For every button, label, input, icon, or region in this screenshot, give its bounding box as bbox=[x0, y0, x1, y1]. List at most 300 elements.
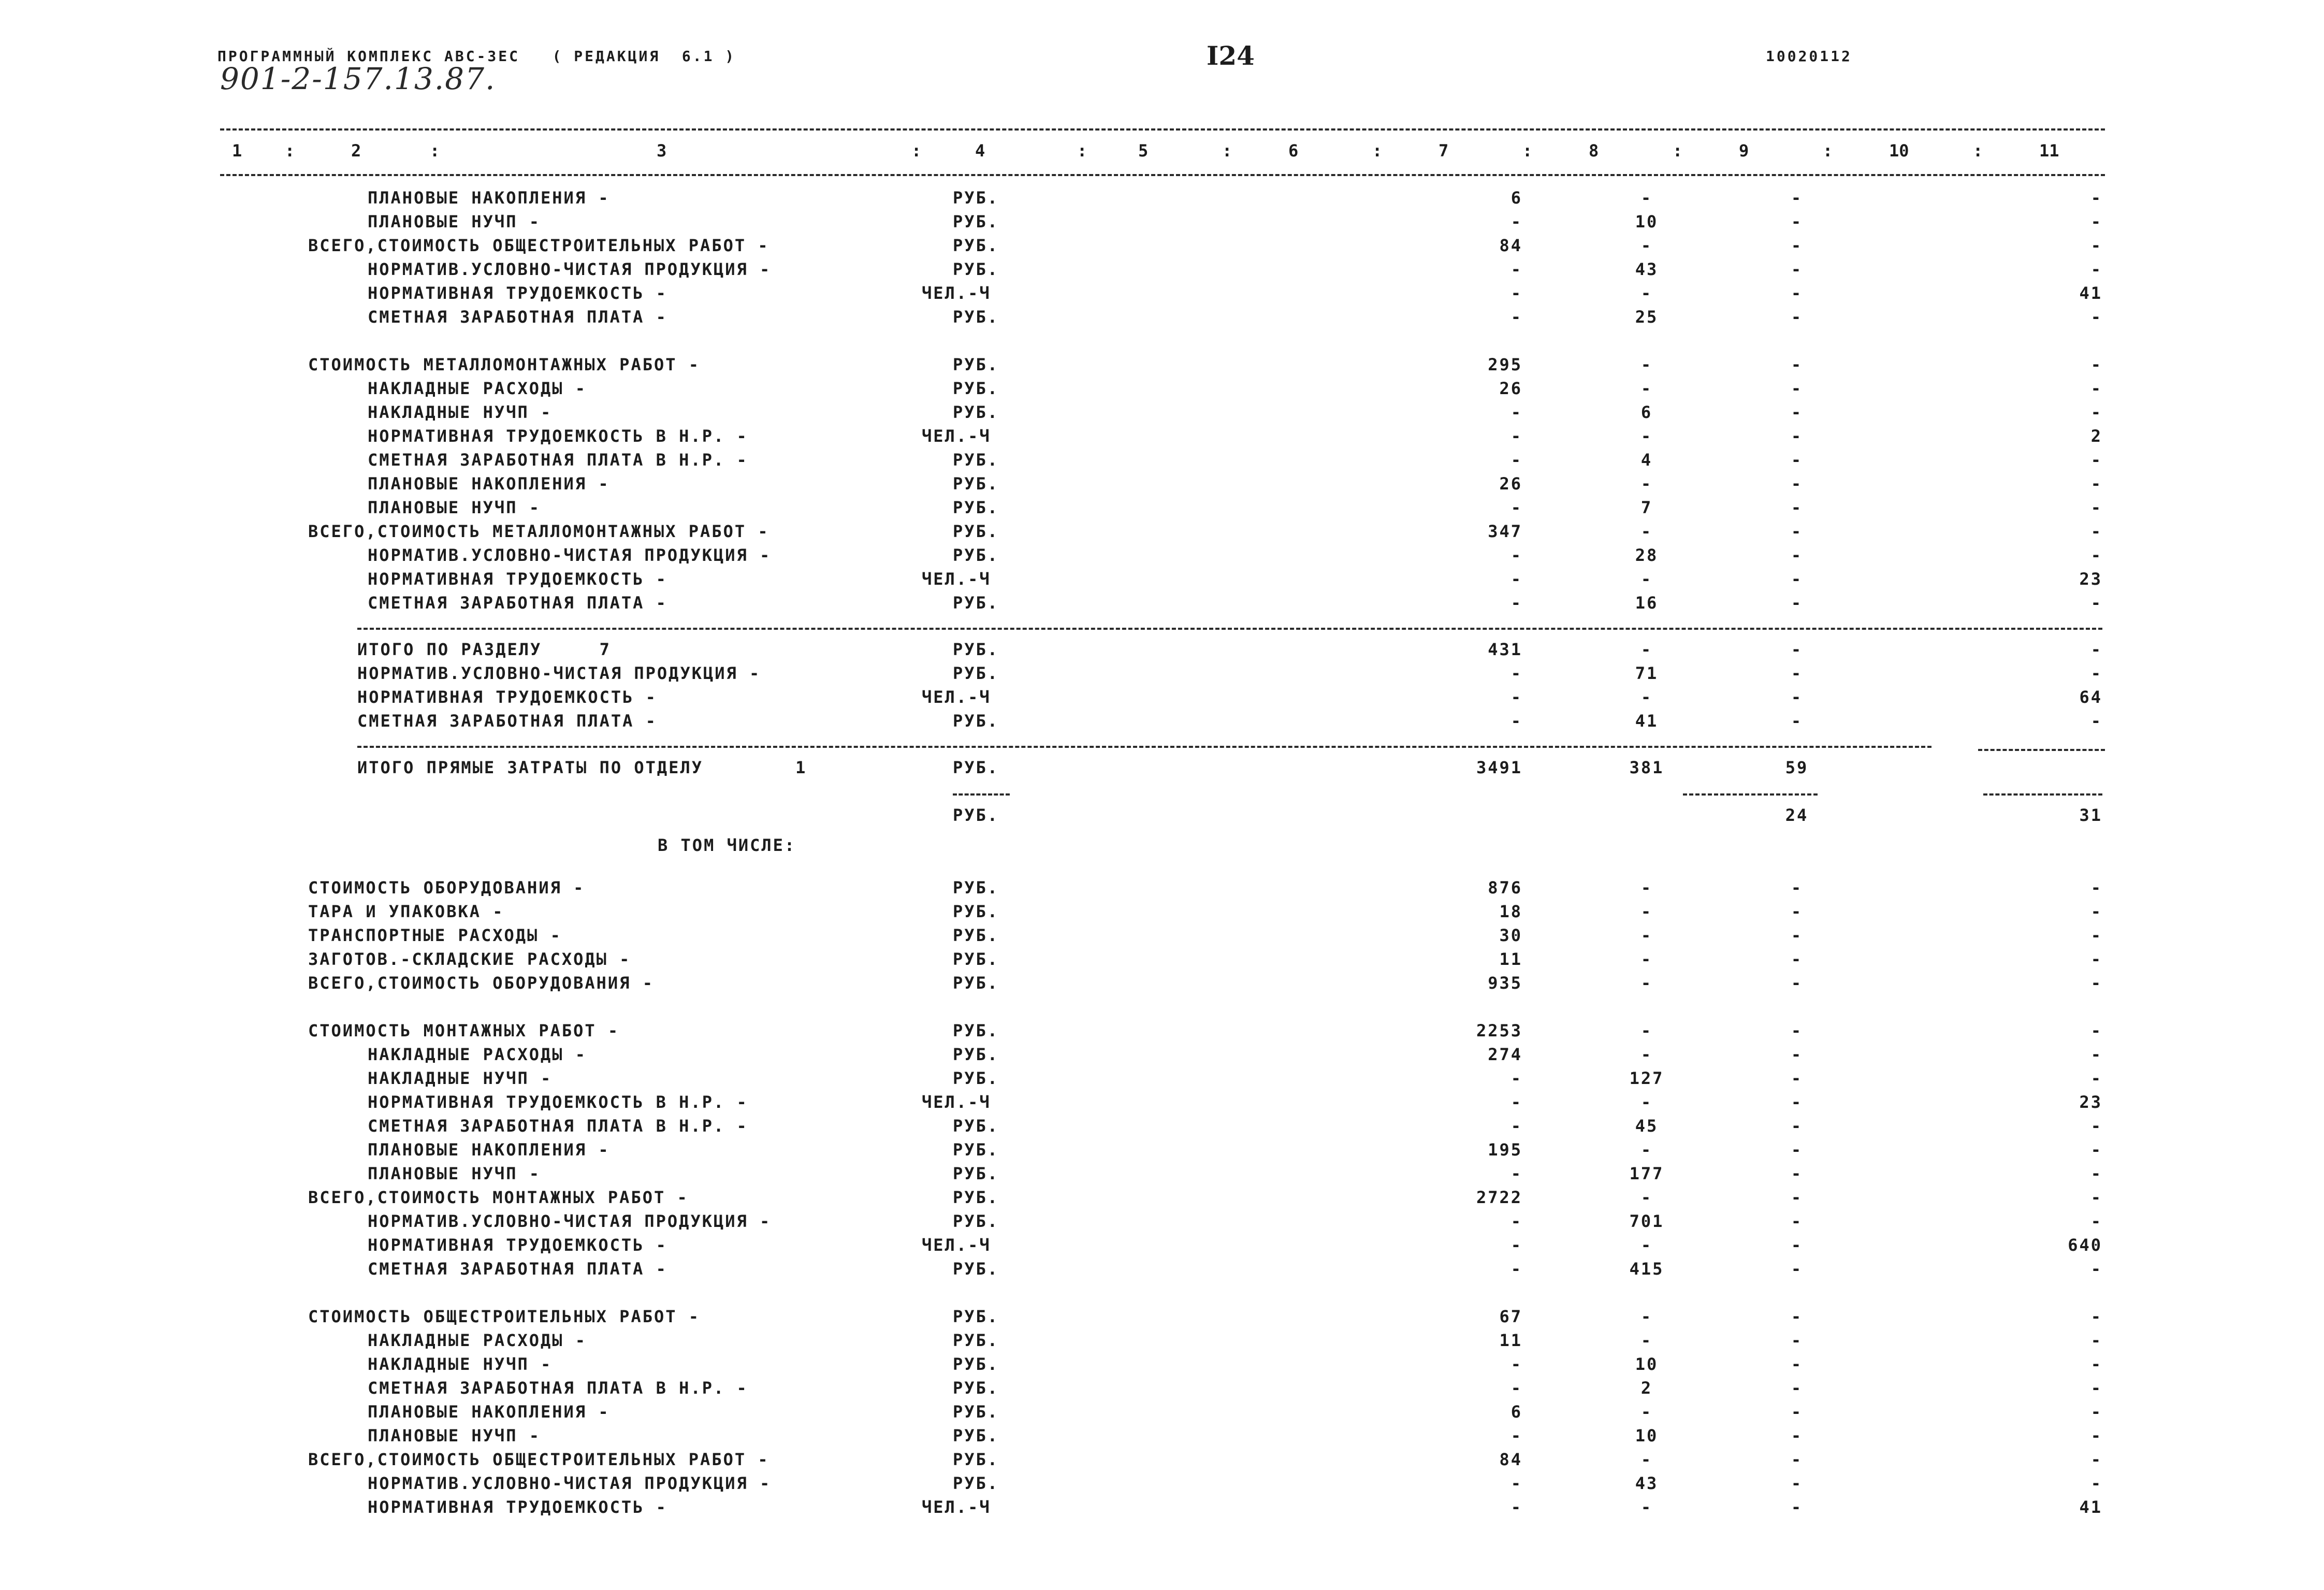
row-label: НОРМАТИВНАЯ ТРУДОЕМКОСТЬ - bbox=[368, 1235, 667, 1255]
col-11-value: 23 bbox=[2079, 1092, 2102, 1112]
col-11-value: - bbox=[2090, 402, 2102, 422]
col-9-value: - bbox=[1791, 593, 1803, 613]
column-separator: : bbox=[1077, 141, 1087, 161]
row-unit: РУБ. bbox=[953, 902, 999, 921]
row-unit: РУБ. bbox=[953, 1402, 999, 1422]
row-unit: РУБ. bbox=[953, 1045, 999, 1064]
row-unit: РУБ. bbox=[953, 663, 999, 683]
row-unit: РУБ. bbox=[953, 1307, 999, 1326]
column-header-4: 4 bbox=[975, 141, 985, 161]
col-9-value: - bbox=[1791, 663, 1803, 683]
col-8-value: - bbox=[1640, 236, 1653, 255]
col-9-value: - bbox=[1791, 1354, 1803, 1374]
table-row bbox=[0, 1020, 2324, 1041]
program-title: ПРОГРАММНЫЙ КОМПЛЕКС АВС-3ЕС ( РЕДАКЦИЯ 6.1 ) bbox=[217, 48, 736, 65]
table-row bbox=[0, 1497, 2324, 1517]
col-7-value: - bbox=[1510, 1426, 1522, 1446]
row-unit: РУБ. bbox=[953, 259, 999, 279]
col-9-value: - bbox=[1791, 1331, 1803, 1350]
col-7-value: - bbox=[1510, 1497, 1522, 1517]
col-9-value: - bbox=[1791, 283, 1803, 303]
col-9-value: - bbox=[1791, 498, 1803, 517]
col-7-value: - bbox=[1510, 1092, 1522, 1112]
col-9-value: - bbox=[1791, 1211, 1803, 1231]
row-unit: РУБ. bbox=[953, 1354, 999, 1374]
col-11-value: - bbox=[2090, 188, 2102, 208]
row-label: НОРМАТИВ.УСЛОВНО-ЧИСТАЯ ПРОДУКЦИЯ - bbox=[368, 545, 772, 565]
col-9-value: - bbox=[1791, 402, 1803, 422]
col-8-value: 45 bbox=[1635, 1116, 1659, 1136]
col-7-value: - bbox=[1510, 593, 1522, 613]
col-8-value: - bbox=[1640, 1140, 1653, 1160]
row-unit: ЧЕЛ.-Ч bbox=[922, 1497, 991, 1517]
row-label: ВСЕГО,СТОИМОСТЬ ОБЩЕСТРОИТЕЛЬНЫХ РАБОТ - bbox=[308, 236, 769, 255]
col-8-value: - bbox=[1640, 949, 1653, 969]
column-separator: : bbox=[911, 141, 922, 161]
col-9-value: - bbox=[1791, 545, 1803, 565]
col-8-value: - bbox=[1640, 1307, 1653, 1326]
col-7-value: - bbox=[1510, 498, 1522, 517]
col-9-value: - bbox=[1791, 474, 1803, 494]
col-11-value: - bbox=[2090, 1378, 2102, 1398]
row-label: ВСЕГО,СТОИМОСТЬ ОБЩЕСТРОИТЕЛЬНЫХ РАБОТ - bbox=[308, 1450, 769, 1469]
table-row bbox=[0, 211, 2324, 232]
row-unit: РУБ. bbox=[953, 1211, 999, 1231]
col-8-value: 71 bbox=[1635, 663, 1659, 683]
col-11-value: - bbox=[2090, 926, 2102, 945]
col-9-value: - bbox=[1791, 1068, 1803, 1088]
column-separator: : bbox=[285, 141, 295, 161]
col-7-value: - bbox=[1510, 426, 1522, 446]
col-7-value: - bbox=[1510, 283, 1522, 303]
row-unit: РУБ. bbox=[953, 1021, 999, 1040]
row-label: ПЛАНОВЫЕ НАКОПЛЕНИЯ - bbox=[368, 474, 610, 494]
row-unit: РУБ. bbox=[953, 498, 999, 517]
table-row bbox=[0, 711, 2324, 731]
subtotal-rule bbox=[1683, 793, 1818, 796]
col-8-value: - bbox=[1640, 379, 1653, 398]
row-label: НОРМАТИВ.УСЛОВНО-ЧИСТАЯ ПРОДУКЦИЯ - bbox=[357, 663, 761, 683]
row-label: НАКЛАДНЫЕ НУЧП - bbox=[368, 1354, 553, 1374]
table-row bbox=[0, 569, 2324, 589]
col-11-value: - bbox=[2090, 379, 2102, 398]
row-unit: РУБ. bbox=[953, 236, 999, 255]
row-unit: РУБ. bbox=[953, 1188, 999, 1207]
col-7-value: - bbox=[1510, 1354, 1522, 1374]
col-8-value: 43 bbox=[1635, 1473, 1659, 1493]
table-row bbox=[0, 1163, 2324, 1184]
row-label: ТРАНСПОРТНЫЕ РАСХОДЫ - bbox=[308, 926, 562, 945]
col-8-value: 177 bbox=[1629, 1164, 1664, 1183]
page-number: I24 bbox=[1207, 40, 1255, 71]
row-label: НОРМАТИВНАЯ ТРУДОЕМКОСТЬ В Н.Р. - bbox=[368, 426, 748, 446]
column-separator: : bbox=[1673, 141, 1683, 161]
col-9-value: - bbox=[1791, 973, 1803, 993]
col-11-value: 64 bbox=[2079, 687, 2102, 707]
col-7-value: - bbox=[1510, 1378, 1522, 1398]
col-9-value: - bbox=[1791, 1378, 1803, 1398]
table-row bbox=[0, 1330, 2324, 1351]
table-row bbox=[0, 283, 2324, 303]
table-row bbox=[0, 378, 2324, 399]
col-7-value: 2722 bbox=[1476, 1188, 1522, 1207]
col-8-value: - bbox=[1640, 188, 1653, 208]
table-row bbox=[0, 1354, 2324, 1375]
col-9-value: - bbox=[1791, 1450, 1803, 1469]
row-unit: РУБ. bbox=[953, 1068, 999, 1088]
col-8-value: 127 bbox=[1629, 1068, 1664, 1088]
col-11-value: - bbox=[2090, 1045, 2102, 1064]
row-label: СТОИМОСТЬ ОБЩЕСТРОИТЕЛЬНЫХ РАБОТ - bbox=[308, 1307, 701, 1326]
row-unit: РУБ. bbox=[953, 973, 999, 993]
col-11-value: - bbox=[2090, 259, 2102, 279]
col-9-value: - bbox=[1791, 522, 1803, 541]
column-header-11: 11 bbox=[2039, 141, 2059, 161]
col-11-value: - bbox=[2090, 474, 2102, 494]
row-unit: ЧЕЛ.-Ч bbox=[922, 569, 991, 589]
row-label: НАКЛАДНЫЕ РАСХОДЫ - bbox=[368, 1331, 587, 1350]
table-row bbox=[0, 1473, 2324, 1494]
row-unit: РУБ. bbox=[953, 805, 999, 825]
col-8-value: - bbox=[1640, 687, 1653, 707]
col-8-value: 25 bbox=[1635, 307, 1659, 327]
col-7-value: - bbox=[1510, 259, 1522, 279]
column-header-6: 6 bbox=[1288, 141, 1299, 161]
row-unit: РУБ. bbox=[953, 307, 999, 327]
col-11-value: - bbox=[2090, 1331, 2102, 1350]
row-label: НАКЛАДНЫЕ НУЧП - bbox=[368, 402, 553, 422]
col-9-value: - bbox=[1791, 355, 1803, 374]
col-9-value: 59 bbox=[1785, 758, 1809, 777]
row-label: СМЕТНАЯ ЗАРАБОТНАЯ ПЛАТА - bbox=[368, 307, 667, 327]
col-8-value: - bbox=[1640, 878, 1653, 898]
column-header-9: 9 bbox=[1739, 141, 1749, 161]
row-unit: РУБ. bbox=[953, 355, 999, 374]
col-11-value: - bbox=[2090, 212, 2102, 232]
col-7-value: - bbox=[1510, 711, 1522, 731]
table-row bbox=[0, 925, 2324, 946]
row-unit: ЧЕЛ.-Ч bbox=[922, 1092, 991, 1112]
column-header-2: 2 bbox=[351, 141, 361, 161]
table-row bbox=[0, 687, 2324, 707]
col-9-value: - bbox=[1791, 569, 1803, 589]
row-label: НОРМАТИВ.УСЛОВНО-ЧИСТАЯ ПРОДУКЦИЯ - bbox=[368, 1211, 772, 1231]
col-9-value: - bbox=[1791, 426, 1803, 446]
table-row bbox=[0, 307, 2324, 327]
col-9-value: - bbox=[1791, 212, 1803, 232]
row-unit: РУБ. bbox=[953, 1116, 999, 1136]
row-label: НОРМАТИВНАЯ ТРУДОЕМКОСТЬ - bbox=[368, 1497, 667, 1517]
document-code: 10020112 bbox=[1766, 48, 1852, 65]
col-9-value: - bbox=[1791, 1045, 1803, 1064]
col-8-value: 2 bbox=[1640, 1378, 1653, 1398]
col-11-value: - bbox=[2090, 1211, 2102, 1231]
row-unit: РУБ. bbox=[953, 1164, 999, 1183]
row-label: СТОИМОСТЬ ОБОРУДОВАНИЯ - bbox=[308, 878, 585, 898]
col-7-value: - bbox=[1510, 545, 1522, 565]
col-11-value: - bbox=[2090, 593, 2102, 613]
row-unit: РУБ. bbox=[953, 450, 999, 470]
row-unit: РУБ. bbox=[953, 1259, 999, 1279]
col-7-value: - bbox=[1510, 1473, 1522, 1493]
col-7-value: 3491 bbox=[1476, 758, 1522, 777]
col-9-value: - bbox=[1791, 1140, 1803, 1160]
row-unit: РУБ. bbox=[953, 1473, 999, 1493]
row-label: ЗАГОТОВ.-СКЛАДСКИЕ РАСХОДЫ - bbox=[308, 949, 631, 969]
col-9-value: - bbox=[1791, 1164, 1803, 1183]
column-separator: : bbox=[1823, 141, 1833, 161]
col-11-value: - bbox=[2090, 1116, 2102, 1136]
col-9-value: - bbox=[1791, 640, 1803, 659]
col-8-value: 10 bbox=[1635, 212, 1659, 232]
col-11-value: - bbox=[2090, 663, 2102, 683]
col-11-value: - bbox=[2090, 450, 2102, 470]
col-11-value: - bbox=[2090, 236, 2102, 255]
col-7-value: 84 bbox=[1499, 1450, 1522, 1469]
col-11-value: - bbox=[2090, 522, 2102, 541]
col-7-value: 274 bbox=[1488, 1045, 1522, 1064]
row-unit: РУБ. bbox=[953, 545, 999, 565]
col-8-value: 6 bbox=[1640, 402, 1653, 422]
column-header-rule bbox=[220, 174, 2105, 176]
row-unit: РУБ. bbox=[953, 474, 999, 494]
column-header-3: 3 bbox=[657, 141, 667, 161]
col-8-value: 381 bbox=[1629, 758, 1664, 777]
col-7-value: 30 bbox=[1499, 926, 1522, 945]
handwritten-project-code: 901-2-157.13.87. bbox=[220, 61, 496, 96]
table-row bbox=[0, 235, 2324, 256]
col-8-value: 7 bbox=[1640, 498, 1653, 517]
row-unit: РУБ. bbox=[953, 212, 999, 232]
column-separator: : bbox=[1372, 141, 1383, 161]
col-7-value: 431 bbox=[1488, 640, 1522, 659]
column-header-1: 1 bbox=[232, 141, 242, 161]
row-label: СТОИМОСТЬ МОНТАЖНЫХ РАБОТ - bbox=[308, 1021, 620, 1040]
table-row bbox=[0, 1235, 2324, 1255]
row-label: СМЕТНАЯ ЗАРАБОТНАЯ ПЛАТА - bbox=[368, 1259, 667, 1279]
row-unit: РУБ. bbox=[953, 379, 999, 398]
col-9-value: - bbox=[1791, 1021, 1803, 1040]
col-8-value: - bbox=[1640, 1021, 1653, 1040]
col-8-value: 41 bbox=[1635, 711, 1659, 731]
table-row bbox=[0, 805, 2324, 826]
row-label: СТОИМОСТЬ МЕТАЛЛОМОНТАЖНЫХ РАБОТ - bbox=[308, 355, 701, 374]
col-11-value: - bbox=[2090, 1021, 2102, 1040]
col-11-value: - bbox=[2090, 1354, 2102, 1374]
col-11-value: - bbox=[2090, 1426, 2102, 1446]
col-9-value: - bbox=[1791, 1497, 1803, 1517]
column-header-8: 8 bbox=[1589, 141, 1599, 161]
row-unit: РУБ. bbox=[953, 926, 999, 945]
column-header-7: 7 bbox=[1439, 141, 1449, 161]
row-label: ПЛАНОВЫЕ НУЧП - bbox=[368, 212, 541, 232]
col-8-value: - bbox=[1640, 1045, 1653, 1064]
col-11-value: - bbox=[2090, 711, 2102, 731]
table-row bbox=[0, 1306, 2324, 1327]
row-unit: РУБ. bbox=[953, 949, 999, 969]
row-unit: РУБ. bbox=[953, 1426, 999, 1446]
table-row bbox=[0, 450, 2324, 470]
col-9-value: - bbox=[1791, 1188, 1803, 1207]
row-label: НОРМАТИВНАЯ ТРУДОЕМКОСТЬ - bbox=[368, 283, 667, 303]
row-label: СМЕТНАЯ ЗАРАБОТНАЯ ПЛАТА - bbox=[368, 593, 667, 613]
col-11-value: - bbox=[2090, 355, 2102, 374]
col-7-value: - bbox=[1510, 1068, 1522, 1088]
row-unit: РУБ. bbox=[953, 593, 999, 613]
col-8-value: - bbox=[1640, 1092, 1653, 1112]
col-8-value: - bbox=[1640, 569, 1653, 589]
col-9-value: - bbox=[1791, 1116, 1803, 1136]
col-8-value: - bbox=[1640, 522, 1653, 541]
col-7-value: 2253 bbox=[1476, 1021, 1522, 1040]
row-label: НОРМАТИВНАЯ ТРУДОЕМКОСТЬ - bbox=[357, 687, 657, 707]
col-9-value: 24 bbox=[1785, 805, 1809, 825]
col-11-value: - bbox=[2090, 1068, 2102, 1088]
col-7-value: 935 bbox=[1488, 973, 1522, 993]
table-row bbox=[0, 901, 2324, 922]
col-11-value: - bbox=[2090, 545, 2102, 565]
row-unit: ЧЕЛ.-Ч bbox=[922, 426, 991, 446]
table-row bbox=[0, 663, 2324, 684]
col-8-value: - bbox=[1640, 355, 1653, 374]
col-11-value: - bbox=[2090, 1307, 2102, 1326]
col-7-value: 11 bbox=[1499, 1331, 1522, 1350]
row-label: ПЛАНОВЫЕ НУЧП - bbox=[368, 1426, 541, 1446]
table-row bbox=[0, 1449, 2324, 1470]
row-unit: РУБ. bbox=[953, 1450, 999, 1469]
row-unit: РУБ. bbox=[953, 640, 999, 659]
subtotal-rule bbox=[953, 793, 1010, 796]
col-11-value: 640 bbox=[2068, 1235, 2102, 1255]
col-8-value: - bbox=[1640, 973, 1653, 993]
col-9-value: - bbox=[1791, 1473, 1803, 1493]
row-label: СМЕТНАЯ ЗАРАБОТНАЯ ПЛАТА - bbox=[357, 711, 657, 731]
row-label: СМЕТНАЯ ЗАРАБОТНАЯ ПЛАТА В Н.Р. - bbox=[368, 1116, 748, 1136]
col-11-value: 41 bbox=[2079, 283, 2102, 303]
col-7-value: 11 bbox=[1499, 949, 1522, 969]
col-9-value: - bbox=[1791, 687, 1803, 707]
row-label: НАКЛАДНЫЕ РАСХОДЫ - bbox=[368, 1045, 587, 1064]
table-row bbox=[0, 259, 2324, 280]
col-11-value: - bbox=[2090, 878, 2102, 898]
row-unit: РУБ. bbox=[953, 711, 999, 731]
col-7-value: 295 bbox=[1488, 355, 1522, 374]
col-7-value: - bbox=[1510, 569, 1522, 589]
col-11-value: - bbox=[2090, 307, 2102, 327]
col-9-value: - bbox=[1791, 188, 1803, 208]
row-label: ИТОГО ПРЯМЫЕ ЗАТРАТЫ ПО ОТДЕЛУ 1 bbox=[357, 758, 807, 777]
col-11-value: - bbox=[2090, 902, 2102, 921]
col-8-value: - bbox=[1640, 902, 1653, 921]
col-11-value: - bbox=[2090, 1259, 2102, 1279]
row-unit: РУБ. bbox=[953, 522, 999, 541]
row-label: НАКЛАДНЫЕ НУЧП - bbox=[368, 1068, 553, 1088]
col-7-value: - bbox=[1510, 402, 1522, 422]
col-8-value: - bbox=[1640, 283, 1653, 303]
column-header-10: 10 bbox=[1889, 141, 1909, 161]
table-row bbox=[0, 1401, 2324, 1422]
row-label: ПЛАНОВЫЕ НУЧП - bbox=[368, 498, 541, 517]
table-row bbox=[0, 545, 2324, 566]
table-row bbox=[0, 592, 2324, 613]
col-7-value: - bbox=[1510, 1235, 1522, 1255]
col-7-value: - bbox=[1510, 1164, 1522, 1183]
table-row bbox=[0, 473, 2324, 494]
row-unit: ЧЕЛ.-Ч bbox=[922, 1235, 991, 1255]
row-label: ПЛАНОВЫЕ НАКОПЛЕНИЯ - bbox=[368, 188, 610, 208]
table-row bbox=[0, 1378, 2324, 1398]
column-separator: : bbox=[1222, 141, 1232, 161]
col-9-value: - bbox=[1791, 1235, 1803, 1255]
col-7-value: 347 bbox=[1488, 522, 1522, 541]
row-label: НОРМАТИВ.УСЛОВНО-ЧИСТАЯ ПРОДУКЦИЯ - bbox=[368, 259, 772, 279]
column-separator: : bbox=[1522, 141, 1533, 161]
table-row bbox=[0, 1211, 2324, 1232]
col-9-value: - bbox=[1791, 236, 1803, 255]
column-header-5: 5 bbox=[1138, 141, 1149, 161]
row-label: ИТОГО ПО РАЗДЕЛУ 7 bbox=[357, 640, 611, 659]
col-11-value: 23 bbox=[2079, 569, 2102, 589]
table-row bbox=[0, 757, 2324, 778]
col-11-value: - bbox=[2090, 973, 2102, 993]
row-label: СМЕТНАЯ ЗАРАБОТНАЯ ПЛАТА В Н.Р. - bbox=[368, 1378, 748, 1398]
row-unit: ЧЕЛ.-Ч bbox=[922, 687, 991, 707]
col-7-value: - bbox=[1510, 663, 1522, 683]
sub-heading: В ТОМ ЧИСЛЕ: bbox=[658, 835, 796, 855]
col-7-value: - bbox=[1510, 1211, 1522, 1231]
col-8-value: 4 bbox=[1640, 450, 1653, 470]
table-row bbox=[0, 521, 2324, 542]
table-row bbox=[0, 1068, 2324, 1089]
table-row bbox=[0, 426, 2324, 446]
col-7-value: - bbox=[1510, 1116, 1522, 1136]
col-11-value: 41 bbox=[2079, 1497, 2102, 1517]
col-11-value: - bbox=[2090, 498, 2102, 517]
row-label: НОРМАТИВ.УСЛОВНО-ЧИСТАЯ ПРОДУКЦИЯ - bbox=[368, 1473, 772, 1493]
table-row bbox=[0, 1116, 2324, 1136]
row-unit: РУБ. bbox=[953, 758, 999, 777]
col-9-value: - bbox=[1791, 926, 1803, 945]
col-8-value: 415 bbox=[1629, 1259, 1664, 1279]
row-unit: РУБ. bbox=[953, 878, 999, 898]
table-row bbox=[0, 949, 2324, 970]
table-row bbox=[0, 639, 2324, 660]
col-7-value: 84 bbox=[1499, 236, 1522, 255]
col-9-value: - bbox=[1791, 878, 1803, 898]
col-8-value: 28 bbox=[1635, 545, 1659, 565]
col-8-value: 10 bbox=[1635, 1426, 1659, 1446]
col-7-value: 195 bbox=[1488, 1140, 1522, 1160]
table-row bbox=[0, 1044, 2324, 1065]
col-7-value: 26 bbox=[1499, 474, 1522, 494]
col-8-value: - bbox=[1640, 1450, 1653, 1469]
row-unit: РУБ. bbox=[953, 402, 999, 422]
col-9-value: - bbox=[1791, 1307, 1803, 1326]
col-7-value: 26 bbox=[1499, 379, 1522, 398]
col-9-value: - bbox=[1791, 1426, 1803, 1446]
table-row bbox=[0, 402, 2324, 423]
col-11-value: - bbox=[2090, 949, 2102, 969]
col-7-value: 18 bbox=[1499, 902, 1522, 921]
col-7-value: - bbox=[1510, 1259, 1522, 1279]
col-9-value: - bbox=[1791, 711, 1803, 731]
table-row bbox=[0, 1187, 2324, 1208]
col-8-value: - bbox=[1640, 1497, 1653, 1517]
col-11-value: - bbox=[2090, 1402, 2102, 1422]
row-label: ПЛАНОВЫЕ НУЧП - bbox=[368, 1164, 541, 1183]
col-11-value: - bbox=[2090, 640, 2102, 659]
subtotal-rule bbox=[1983, 793, 2102, 796]
